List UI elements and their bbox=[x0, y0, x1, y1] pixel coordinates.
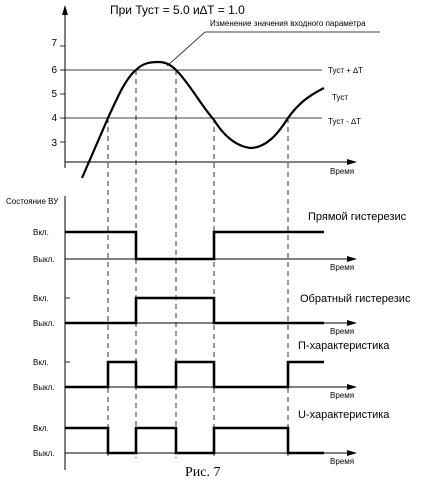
guide-lines bbox=[108, 70, 288, 458]
off-label: Выкл. bbox=[33, 255, 55, 264]
time-label: Время bbox=[330, 391, 355, 400]
time-label: Время bbox=[330, 263, 355, 272]
x-axis-label: Время bbox=[330, 167, 355, 176]
on-label: Вкл. bbox=[33, 294, 49, 303]
signal-p bbox=[65, 362, 324, 387]
figure-caption: Рис. 7 bbox=[185, 465, 221, 480]
off-label: Выкл. bbox=[33, 383, 55, 392]
panel-p-characteristic bbox=[33, 340, 390, 400]
state-axis-label: Состояние ВУ bbox=[6, 197, 59, 206]
off-label: Выкл. bbox=[33, 449, 55, 458]
y-tick-6: 6 bbox=[51, 65, 57, 76]
panel-title-direct: Прямой гистерезис bbox=[308, 211, 407, 223]
annotation-text: Изменение значения входного параметра bbox=[210, 19, 366, 28]
time-label: Время bbox=[330, 327, 355, 336]
panel-reverse-hysteresis bbox=[33, 293, 411, 336]
mid-level-label: Туст bbox=[332, 93, 349, 102]
y-tick-3: 3 bbox=[51, 138, 57, 149]
upper-level-label: Туст + ∆Т bbox=[328, 66, 363, 75]
chart-title: При Туст = 5.0 и∆Т = 1.0 bbox=[110, 3, 245, 17]
signal-reverse bbox=[65, 298, 324, 323]
off-label: Выкл. bbox=[33, 319, 55, 328]
lower-level-label: Туст - ∆Т bbox=[328, 117, 361, 126]
y-tick-5: 5 bbox=[51, 89, 57, 100]
annotation-leader bbox=[167, 32, 205, 66]
signal-direct bbox=[65, 232, 324, 259]
y-ticks bbox=[51, 38, 65, 149]
on-label: Вкл. bbox=[33, 358, 49, 367]
on-label: Вкл. bbox=[33, 424, 49, 433]
y-tick-7: 7 bbox=[51, 38, 57, 49]
panel-title-u: U-характеристика bbox=[298, 409, 390, 421]
y-tick-4: 4 bbox=[51, 113, 57, 124]
panel-title-reverse: Обратный гистерезис bbox=[300, 293, 411, 305]
panel-u-characteristic bbox=[33, 409, 390, 466]
time-label: Время bbox=[330, 457, 355, 466]
panel-title-p: П-характеристика bbox=[298, 340, 390, 352]
on-label: Вкл. bbox=[33, 228, 49, 237]
panel-direct-hysteresis bbox=[33, 211, 407, 272]
signal-u bbox=[65, 428, 324, 453]
